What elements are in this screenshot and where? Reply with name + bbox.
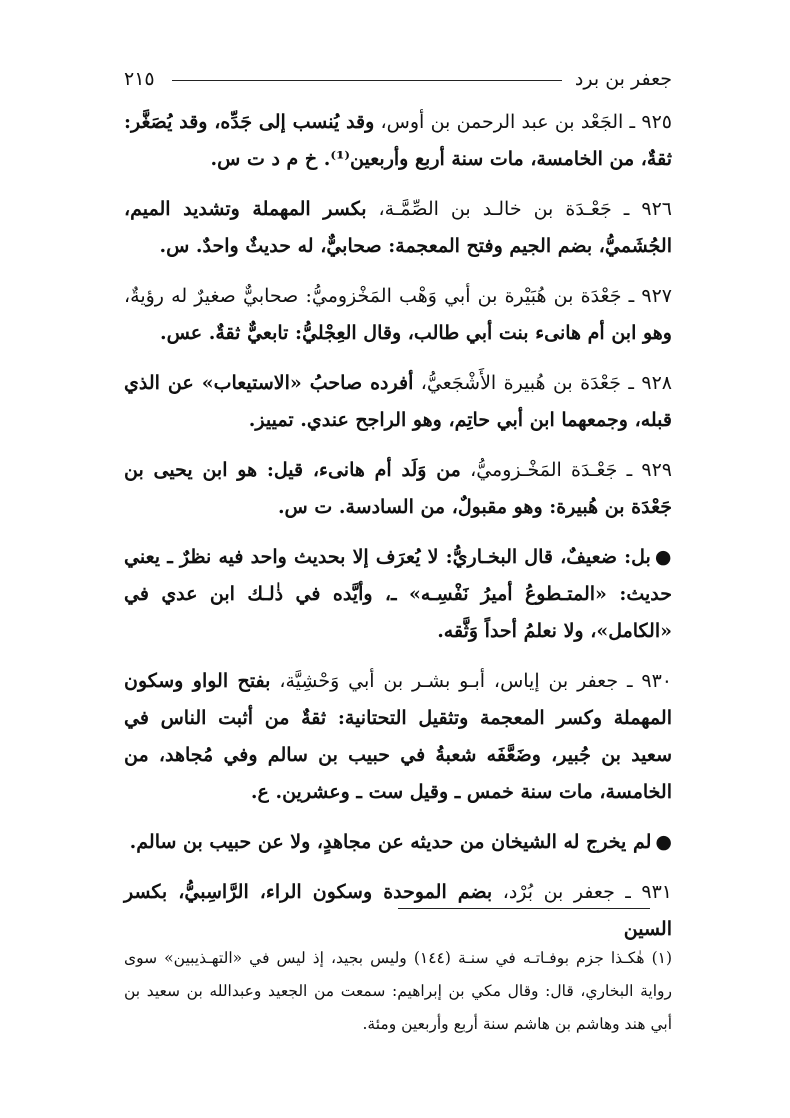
entry-description: وهو ابن أم هانىء بنت أبي طالب، وقال العِجْليُّ: تابعيٌّ ثقةٌ. عس.	[159, 322, 672, 344]
bullet-icon: ●	[654, 546, 672, 568]
entry-name: ٩٢٩ ـ جَعْـدَة المَخْـزوميُّ،	[460, 459, 673, 481]
bullet-icon: ●	[655, 831, 672, 853]
page-number: ٢١٥	[124, 68, 155, 90]
running-head: جعفر بن برد	[574, 68, 672, 90]
entry-name: ٩٣٠ ـ جعفر بن إياس، أبـو بشـر بن أبي وَحْشِيَّة،	[270, 670, 672, 692]
entry-description: من وَلَد أم هانىء، قيل: هو ابن يحيى بن جَعْدَة بن هُبيرة: وهو مقبولٌ، من السادسة. ت س.	[124, 459, 672, 518]
header-rule	[172, 80, 562, 81]
entry-931	[124, 874, 672, 948]
entry-name: ٩٢٨ ـ جَعْدَة بن هُبيرة الأَشْجَعيُّ،	[413, 372, 672, 394]
entry-description: أفرده صاحبُ «الاستيعاب» عن الذي قبله، وجمعهما ابن أبي حاتِم، وهو الراجح عندي. تمييز.	[124, 372, 672, 431]
entry-name: ٩٣١ ـ جعفر بن بُرْد،	[492, 881, 672, 903]
footnote-rule	[398, 908, 650, 909]
note-text: بل: ضعيفٌ، قال البخـاريُّ: لا يُعرَف إلا بحديث واحد فيه نظرٌ ـ يعني حديث: «المتـطوعُ أميرُ نَفْسِـه» ـ، وأيَّده في ذٰلـك ابن عدي في «الكامل»، ولا نعلمُ أحداً وَثَّقه.	[124, 546, 672, 642]
entry-name: ٩٢٧ ـ جَعْدَة بن هُبَيْرة بن أبي وَهْب المَخْزوميُّ: صحابيٌّ صغيرٌ له رؤيةٌ،	[124, 285, 672, 307]
page-header	[124, 62, 672, 96]
page-body	[124, 104, 672, 961]
entry-929	[124, 452, 672, 526]
entry-927	[124, 278, 672, 352]
entry-925	[124, 104, 672, 178]
entry-description: وقد يُنسب إلى جَدِّه، وقد يُصَغَّر: ثقةٌ، من الخامسة، مات سنة أربع وأربعين⁽¹⁾. خ م د ت س.	[124, 111, 672, 170]
entry-name: ٩٢٥ ـ الجَعْد بن عبد الرحمن بن أوس،	[374, 111, 672, 133]
entry-description: بفتح الواو وسكون المهملة وكسر المعجمة وتثقيل التحتانية: ثقةٌ من أثبت الناس في سعيد بن جُبير، وضَعَّفَه شعبةُ في حبيب بن سالم وفي مُجاهد، من الخامسة، مات سنة خمس ـ وقيل ست ـ وعشرين. ع.	[124, 670, 672, 803]
editor-note-929	[124, 539, 672, 650]
entry-description: بضم الموحدة وسكون الراء، الرَّاسِبيُّ، بكسر السين	[124, 881, 672, 940]
editor-note-930	[124, 824, 672, 861]
entry-930	[124, 663, 672, 811]
note-text: لم يخرج له الشيخان من حديثه عن مجاهدٍ، ولا عن حبيب بن سالم.	[129, 831, 652, 853]
footnote: (١) هٰكـذا جزم بوفـاتـه في سنـة (١٤٤) وليس بجيد، إذ ليس في «التهـذيبين» سوى رواية البخاري، قال: وقال مكي بن إبراهيم: سمعت من الجعيد وعبدالله بن سعيد بن أبي هند وهاشم بن هاشم سنة أربع وأربعين ومئة.	[124, 948, 673, 1033]
entry-description: بكسر المهملة وتشديد الميم، الجُشَميُّ، بضم الجيم وفتح المعجمة: صحابيٌّ، له حديثٌ واحدٌ. س.	[124, 198, 672, 257]
entry-928	[124, 365, 672, 439]
entry-926	[124, 191, 672, 265]
entry-name: ٩٢٦ ـ جَعْـدَة بن خالـد بن الصِّمَّـة،	[366, 198, 672, 220]
